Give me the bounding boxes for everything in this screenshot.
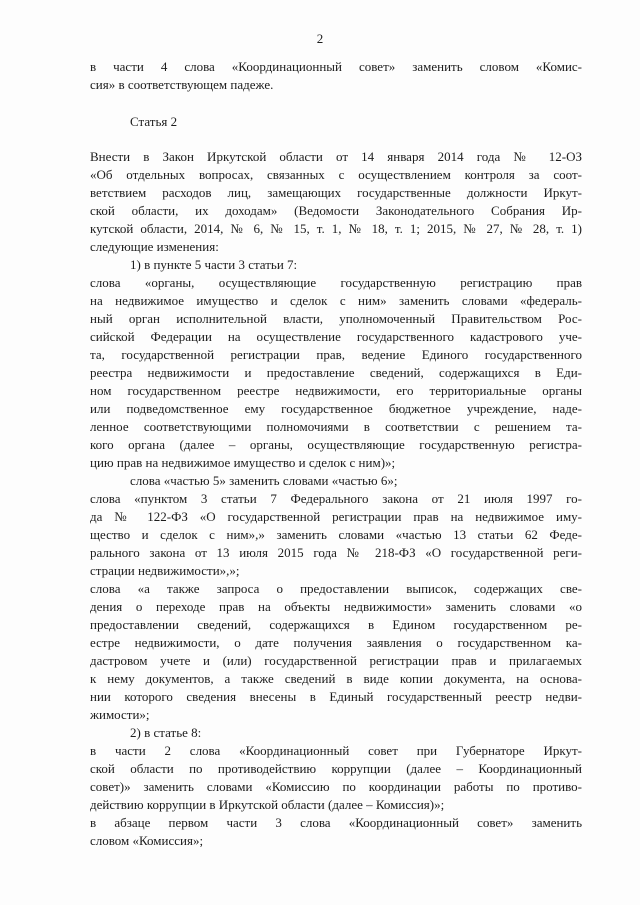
text-line: в части 2 слова «Координационный совет при Губернаторе Иркут- bbox=[90, 743, 582, 758]
text-line: сия» в соответствующем падеже. bbox=[90, 77, 274, 92]
text-line: реестра недвижимости и предоставление сведений, содержащихся в Еди- bbox=[90, 365, 582, 380]
text-line: ветствием расходов лиц, замещающих государственные должности Иркут- bbox=[90, 185, 582, 200]
text-line: 2) в статье 8: bbox=[130, 725, 202, 740]
article-heading: Статья 2 bbox=[130, 114, 178, 129]
text-line: следующие изменения: bbox=[90, 239, 219, 254]
text-line: страции недвижимости»,»; bbox=[90, 563, 240, 578]
text-line: нии которого сведения внесены в Единый государственный реестр недви- bbox=[90, 689, 582, 704]
text-line: совет)» заменить словами «Комиссию по координации работы по противо- bbox=[90, 779, 582, 794]
text-line: «Об отдельных вопросах, связанных с осуществлением контроля за соот- bbox=[90, 167, 582, 182]
text-line: в части 4 слова «Координационный совет» заменить словом «Комис- bbox=[90, 59, 582, 74]
text-line: к нему документов, а также сведений в виде копии документа, на основа- bbox=[90, 671, 582, 686]
text-line: действию коррупции в Иркутской области (далее – Комиссия)»; bbox=[90, 797, 445, 812]
text-line: ном государственном реестре недвижимости, его территориальные органы bbox=[90, 383, 582, 398]
text-line: да № 122-ФЗ «О государственной регистрации прав на недвижимое иму- bbox=[90, 509, 582, 524]
text-line: жимости»; bbox=[90, 707, 150, 722]
text-line: в абзаце первом части 3 слова «Координационный совет» заменить bbox=[90, 815, 582, 830]
text-line: сийской Федерации на осуществление государственного кадастрового уче- bbox=[90, 329, 582, 344]
text-line: 1) в пункте 5 части 3 статьи 7: bbox=[130, 257, 298, 272]
text-line: цию прав на недвижимое имущество и сделок с ним)»; bbox=[90, 455, 396, 470]
text-line: ской области, их доходам» (Ведомости Законодательного Собрания Ир- bbox=[90, 203, 582, 218]
text-line: слова «частью 5» заменить словами «частью 6»; bbox=[130, 473, 398, 488]
text-line: слова «пунктом 3 статьи 7 Федерального закона от 21 июля 1997 го- bbox=[90, 491, 582, 506]
text-line: или подведомственное ему государственное бюджетное учреждение, наде- bbox=[90, 401, 582, 416]
text-line: словом «Комиссия»; bbox=[90, 833, 204, 848]
text-line: на недвижимое имущество и сделок с ним» заменить словами «федераль- bbox=[90, 293, 582, 308]
text-line: ленное соответствующими полномочиями в соответствии с решением та- bbox=[90, 419, 582, 434]
text-line: предоставлении сведений, содержащихся в Едином государственном ре- bbox=[90, 617, 582, 632]
text-line: естре недвижимости, о дате получения заявления о государственном ка- bbox=[90, 635, 582, 650]
text-line: ный орган исполнительной власти, уполномоченный Правительством Рос- bbox=[90, 311, 582, 326]
text-line: кутской области, 2014, № 6, № 15, т. 1, № 18, т. 1; 2015, № 27, № 28, т. 1) bbox=[90, 221, 582, 236]
text-line: слова «а также запроса о предоставлении выписок, содержащих све- bbox=[90, 581, 582, 596]
text-line: щество и сделок с ним»,» заменить словами «частью 13 статьи 62 Феде- bbox=[90, 527, 582, 542]
text-line: ской области по противодействию коррупции (далее – Координационный bbox=[90, 761, 582, 776]
text-line: слова «органы, осуществляющие государственную регистрацию прав bbox=[90, 275, 582, 290]
page-number: 2 bbox=[316, 31, 324, 46]
text-line: Внести в Закон Иркутской области от 14 января 2014 года № 12-ОЗ bbox=[90, 149, 582, 164]
text-line: та, государственной регистрации прав, ведение Единого государственного bbox=[90, 347, 582, 362]
text-line: кого органа (далее – органы, осуществляющие государственную регистра- bbox=[90, 437, 582, 452]
text-line: дения о переходе прав на объекты недвижимости» заменить словами «о bbox=[90, 599, 582, 614]
text-line: рального закона от 13 июля 2015 года № 218-ФЗ «О государственной реги- bbox=[90, 545, 582, 560]
text-line: дастровом учете и (или) государственной регистрации прав и прилагаемых bbox=[90, 653, 582, 668]
